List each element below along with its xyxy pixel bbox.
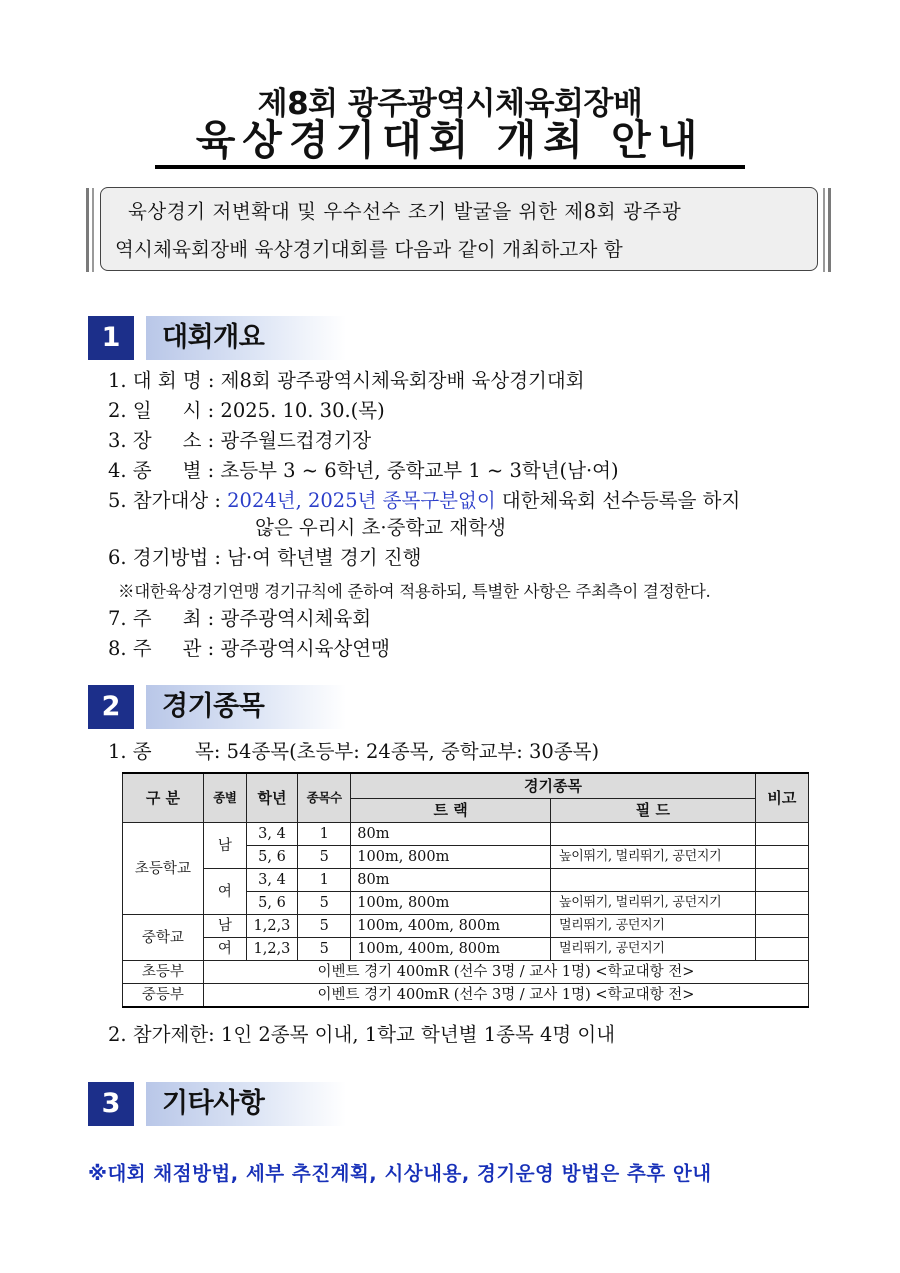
division-middle: 중학교: [123, 915, 204, 961]
overview-item-name: 1. 대 회 명 : 제8회 광주광역시체육회장배 육상경기대회: [108, 369, 585, 392]
cell-field: 멀리뛰기, 공던지기: [550, 915, 755, 938]
division-elementary: 초등학교: [123, 823, 204, 915]
header-track: 트 랙: [351, 798, 551, 822]
cell-grade: 3, 4: [246, 869, 297, 892]
gender-female: 여: [203, 869, 246, 915]
events-table: [122, 772, 809, 1008]
event-row-label: 초등부: [123, 961, 204, 984]
eligibility-prefix: 5. 참가대상 :: [108, 489, 228, 512]
overview-item-method: 6. 경기방법 : 남·여 학년별 경기 진행: [108, 546, 422, 569]
intro-bar-left-inner: [92, 188, 94, 272]
cell-field: 멀리뛰기, 공던지기: [550, 938, 755, 961]
section2-title: 경기종목: [162, 691, 265, 722]
overview-item-organizer: 8. 주 관 : 광주광역시육상연맹: [108, 637, 390, 660]
eligibility-suffix: 대한체육회 선수등록을 하지: [495, 489, 741, 512]
section1-title: 대회개요: [162, 322, 265, 353]
cell-track: 80m: [351, 869, 551, 892]
event-row-text: 이벤트 경기 400mR (선수 3명 / 교사 1명) <학교대항 전>: [203, 961, 808, 984]
section3-number: 3: [88, 1082, 134, 1126]
header-events: 경기종목: [351, 773, 755, 798]
table-row: [123, 961, 809, 984]
cell-remarks: [755, 892, 808, 915]
cell-grade: 1,2,3: [246, 938, 297, 961]
cell-field: [550, 823, 755, 846]
overview-item-host: 7. 주 최 : 광주광역시체육회: [108, 607, 372, 630]
intro-bar-right: [828, 188, 831, 272]
cell-remarks: [755, 846, 808, 869]
cell-field: [550, 869, 755, 892]
cell-count: 5: [298, 846, 351, 869]
header-grade: 학년: [246, 773, 297, 823]
cell-remarks: [755, 869, 808, 892]
gender-male: 남: [203, 915, 246, 938]
header-gender: 종별: [203, 773, 246, 823]
overview-item-category: 4. 종 별 : 초등부 3 ~ 6학년, 중학교부 1 ~ 3학년(남·여): [108, 459, 619, 482]
table-header-row: [123, 773, 809, 798]
overview-item-place: 3. 장 소 : 광주월드컵경기장: [108, 429, 372, 452]
intro-line2: 역시체육회장배 육상경기대회를 다음과 같이 개최하고자 함: [115, 238, 623, 261]
page-title: 육상경기대회 개최 안내: [155, 117, 745, 169]
cell-track: 80m: [351, 823, 551, 846]
cell-track: 100m, 800m: [351, 846, 551, 869]
event-row-text: 이벤트 경기 400mR (선수 3명 / 교사 1명) <학교대항 전>: [203, 984, 808, 1008]
header-count: 종목수: [298, 773, 351, 823]
table-row: [123, 823, 809, 846]
cell-field: 높이뛰기, 멀리뛰기, 공던지기: [550, 892, 755, 915]
events-summary: 1. 종 목: 54종목(초등부: 24종목, 중학교부: 30종목): [108, 740, 600, 763]
overview-note: ※대한육상경기연맹 경기규칙에 준하여 적용하되, 특별한 사항은 주최측이 결정한다.: [118, 582, 711, 601]
header-field: 필 드: [550, 798, 755, 822]
table-row: [123, 915, 809, 938]
gender-male: 남: [203, 823, 246, 869]
table-row: [123, 984, 809, 1008]
title-line1: 제8회 광주광역시체육회장배: [257, 86, 643, 122]
intro-line1: 육상경기 저변확대 및 우수선수 조기 발굴을 위한 제8회 광주광: [128, 200, 682, 223]
intro-bar-right-inner: [823, 188, 825, 272]
cell-count: 5: [298, 915, 351, 938]
section3-title: 기타사항: [162, 1088, 265, 1119]
cell-grade: 5, 6: [246, 846, 297, 869]
cell-field: 높이뛰기, 멀리뛰기, 공던지기: [550, 846, 755, 869]
cell-track: 100m, 400m, 800m: [351, 938, 551, 961]
final-note: ※대회 채점방법, 세부 추진계획, 시상내용, 경기운영 방법은 추후 안내: [88, 1162, 712, 1185]
overview-item-eligibility: [108, 487, 740, 514]
section1-number: 1: [88, 316, 134, 360]
cell-count: 1: [298, 823, 351, 846]
overview-item-eligibility-cont: 않은 우리시 초·중학교 재학생: [255, 516, 506, 539]
event-row-label: 중등부: [123, 984, 204, 1008]
cell-grade: 5, 6: [246, 892, 297, 915]
cell-grade: 3, 4: [246, 823, 297, 846]
cell-remarks: [755, 823, 808, 846]
section2-number: 2: [88, 685, 134, 729]
table-row: [123, 869, 809, 892]
gender-female: 여: [203, 938, 246, 961]
table-row: [123, 938, 809, 961]
cell-track: 100m, 400m, 800m: [351, 915, 551, 938]
cell-grade: 1,2,3: [246, 915, 297, 938]
overview-item-date: 2. 일 시 : 2025. 10. 30.(목): [108, 399, 385, 422]
cell-count: 5: [298, 938, 351, 961]
events-limit: 2. 참가제한: 1인 2종목 이내, 1학교 학년별 1종목 4명 이내: [108, 1023, 616, 1046]
header-division: 구 분: [123, 773, 204, 823]
header-remarks: 비고: [755, 773, 808, 823]
eligibility-highlight: 2024년, 2025년 종목구분없이: [227, 489, 496, 512]
cell-remarks: [755, 938, 808, 961]
cell-count: 5: [298, 892, 351, 915]
cell-remarks: [755, 915, 808, 938]
intro-bar-left: [86, 188, 89, 272]
cell-count: 1: [298, 869, 351, 892]
cell-track: 100m, 800m: [351, 892, 551, 915]
